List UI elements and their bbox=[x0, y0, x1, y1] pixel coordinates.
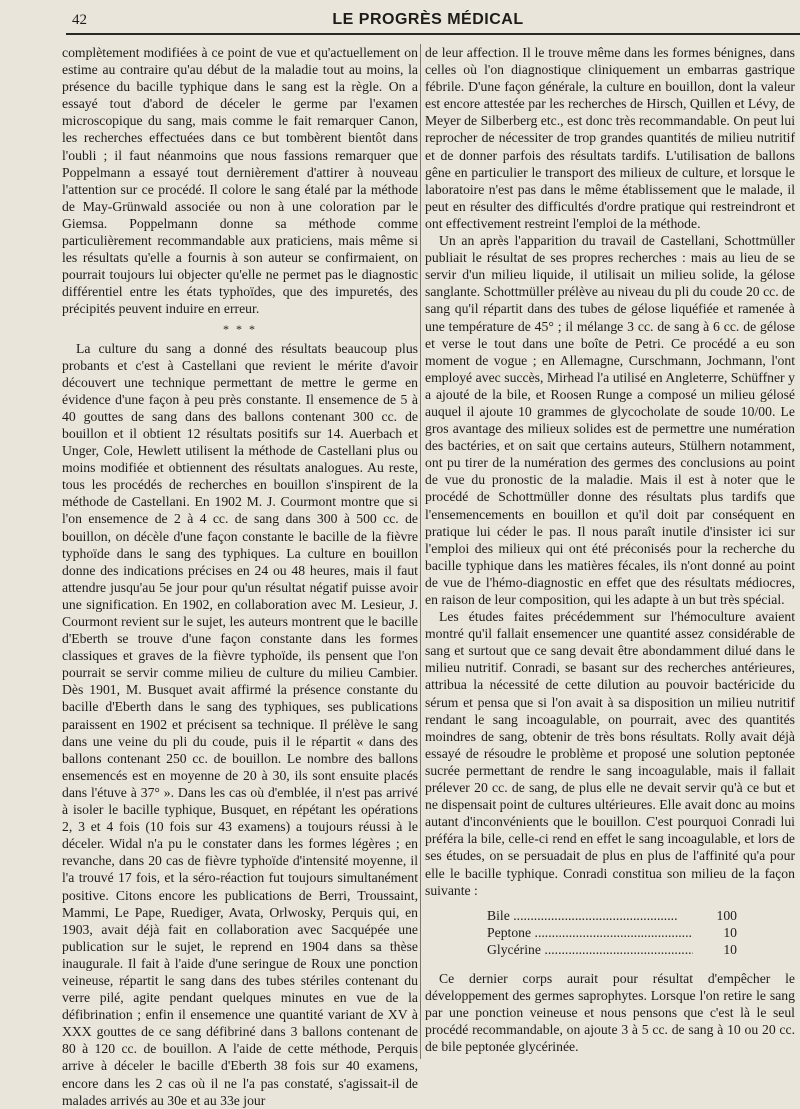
page-header bbox=[56, 8, 800, 34]
page-number: 42 bbox=[72, 12, 87, 28]
right-column bbox=[425, 44, 795, 1055]
recipe-ingredient: Bile ..... bbox=[487, 907, 693, 924]
paragraph: Un an après l'apparition du travail de Castellani, Schottmüller publiait le résultat de ses propres recherches : mais au lieu de se servir d'un milieu liquide, il utilisait un milieu solide, la gélose sanglante. Schottmüller prélève au niveau du pli du coude 20 cc. de sang qu'il répartit dans des tubes de gélose liquéfiée et ramenée à une température de 45° ; il mélange 3 cc. de sang à 6 cc. de gélose et verse le tout dans une boîte de Petri. Ce procédé a eu son moment de vogue ; en Allemagne, Curschmann, Jochmann, l'ont employé avec succès, Mirhead l'a utilisé en Angleterre, Schüffner y a ajouté de la bile, et Roosen Runge a composé un milieu gélosé auquel il ajoute 10 grammes de glycocholate de soude 10/00. Le gros avantage des milieux solides est de permettre une numération des bactéries, et on sait que certains auteurs, Stülhern notamment, ont pu tirer de la numération des germes des conclusions au point de vue du pronostic de la maladie. Mais il est à noter que le procédé de Schottmüller donne des résultats plus tardifs que l'ensemencements en bouillon et qu'il doit par conséquent en pratique lui céder le pas. Il nous paraît inutile d'insister ici sur l'emploi des milieux qui ont été préconisés pour la recherche du bacille typhique dans les matières fécales, ils n'ont donné au point de vue de l'hémo-diagnostic en effet que des résultats médiocres, en raison de leur composition, qui les adapte à un but très spécial. bbox=[425, 233, 795, 607]
recipe-row bbox=[487, 924, 737, 941]
recipe-ingredient: Glycérine ..... bbox=[487, 941, 693, 958]
section-separator: * * * bbox=[223, 321, 257, 336]
recipe-quantity: 100 bbox=[716, 907, 737, 923]
recipe-quantity: 10 bbox=[723, 924, 737, 940]
paragraph: de leur affection. Il le trouve même dans les formes bénignes, dans celles où l'on diagnostique cliniquement un embarras gastrique fébrile. D'une façon générale, la culture en bouillon, dont la valeur est encore attestée par les recherches de Hirsch, Quillen et Lévy, de Meyer de Silberberg etc., est donc très recommandable. On peut lui reprocher de nécessiter de trop grandes quantités de milieu nutritif et de donner parfois des résultats tardifs. L'utilisation de ballons gêne en particulier le transport des milieux de culture, et lorsque le laboratoire n'est pas dans le même établissement que le malade, il peut en résulter des difficultés d'ordre pratique qui restreindront et ont effectivement restreint l'emploi de la méthode. bbox=[425, 45, 795, 231]
recipe-table bbox=[425, 907, 795, 958]
recipe-ingredient: Peptone ..... bbox=[487, 924, 693, 941]
paragraph: Les études faites précédemment sur l'hémoculture avaient montré qu'il fallait ensemencer une quantité assez considérable de sang et surtout que ce sang devait être abondamment dilué dans le milieu nutritif. Conradi, se basant sur des recherches antérieures, attribua la nécessité de cette dilution au pouvoir bactéricide du sérum et pensa que si l'on avait à sa disposition un milieu nutritif rendant le sang incoagulable, on pourrait, avec des quantités moindres de sang, obtenir de très bons résultats. Rolly avait déjà essayé de résoudre le problème et proposé une solution peptonée sucrée permettant de rendre le sang incoagulable, mais il fallait prélever 20 cc. de sang, de plus elle ne devait servir qu'à ce but et ne dispensait point de cultures ultérieures. Elle avait donc au moins autant d'inconvénients que le bouillon. C'est pourquoi Conradi lui préféra la bile, celle-ci rend en effet le sang incoagulable, et lors de ses études, on se persuadait de plus en plus de l'affinité qu'a pour elle le bacille typhique. Conradi constitua son milieu de la façon suivante : bbox=[425, 609, 795, 898]
recipe-row bbox=[487, 941, 737, 958]
header-rule bbox=[66, 33, 800, 35]
paragraph: La culture du sang a donné des résultats beaucoup plus probants et c'est à Castellani que revient le mérite d'avoir découvert une technique permettant de mettre le germe en évidence d'une façon à peu près constante. Il ensemence de 5 à 40 gouttes de sang dans des ballons contenant 300 cc. de bouillon et il obtient 12 résultats positifs sur 14. Auerbach et Unger, Cole, Hewlett utilisent la méthode de Castellani plus ou moins modifiée et obtiennent des résultats analogues. Au reste, tous les procédés de recherches en bouillon s'inspirent de la méthode de Castellani. En 1902 M. J. Courmont montre que si l'on ensemence de 2 à 4 cc. de sang dans 300 à 500 cc. de bouillon, on décèle d'une façon constante le bacille de la fièvre typhoïde dans le sang des typhiques. La culture en bouillon donne des indications précises en 24 ou 48 heures, mais il faut attendre jusqu'au 5e jour pour qu'un résultat négatif puisse avoir une signification. En 1902, en collaboration avec M. Lesieur, J. Courmont revient sur le sujet, les auteurs montrent que le bacille d'Eberth se trouve d'une façon constante dans les formes classiques et graves de la fièvre typhoïde, ils pensent que l'on pourrait se servir comme milieu de culture du milieu Cambier. Dès 1901, M. Busquet avait affirmé la présence constante du bacille d'Eberth dans le sang des typhiques, ses publications paraissent en 1902 et précisent sa technique. Il prélève le sang dans une veine du pli du coude, puis il le répartit « dans des ballons contenant 250 cc. de bouillon. Le nombre des ballons ensemencés est en moyenne de 20 à 30, ils sont ensuite placés dans l'étuve à 37° ». Dans les cas où d'emblée, il n'est pas arrivé à isoler le bacille typhique, Busquet, en répétant les opérations 2, 3 et 4 fois (10 fois sur 43 examens) a toujours réussi à le déceler. Widal n'a pu le constater dans les formes légères ; en revanche, dans 20 cas de fièvre typhoïde d'intensité moyenne, il l'a trouvé 17 fois, et la séro-réaction fut toujours simultanément positive. Citons encore les publications de Berri, Troussaint, Mammi, Le Pape, Ruediger, Avata, Orlwosky, Perquis qui, en 1903, avait déjà fait en collaboration avec Sacquépée une publication sur le sujet, le reprend en 1904 dans sa thèse inaugurale. Il fait à l'aide d'une seringue de Roux une ponction veineuse, répartit le sang dans des tubes stériles contenant du verre pilé, agite pendant quelques minutes en vue de la défibrination ; enfin il ensemence une quantité variant de XV à XXX gouttes de ce sang défibriné dans 3 ballons contenant de 80 à 120 cc. de bouillon. A l'aide de cette méthode, Perquis arrive à déceler le bacille d'Eberth 38 fois sur 40 examens, encore dans les 2 cas où il ne l'a pas constaté, s'agissait-il de malades arrivés au 30e et au 33e jour bbox=[62, 340, 418, 1108]
journal-title: LE PROGRÈS MÉDICAL bbox=[332, 11, 524, 28]
recipe-quantity: 10 bbox=[723, 941, 737, 957]
column-divider bbox=[420, 44, 421, 1059]
paragraph: Ce dernier corps aurait pour résultat d'empêcher le développement des germes saprophytes. Lorsque l'on retire le sang par une ponction veineuse et nous pensons que c'est là le seul procédé recommandable, on ajoute 3 à 5 cc. de sang à 10 ou 20 cc. de bile peptonée glycérinée. bbox=[425, 970, 795, 1055]
paragraph: complètement modifiées à ce point de vue et qu'actuellement on estime au contraire qu'au début de la maladie tout au moins, la présence du bacille typhique dans le sang est la règle. On a essayé tout d'abord de déceler le germe par l'examen microscopique du sang, mais comme le fait remarquer Canon, les recherches effectuées dans ce but tombèrent bientôt dans l'oubli ; il faut néanmoins que nous fassions remarquer que Poppelmann a essayé tout dernièrement d'attirer à nouveau l'attention sur ce procédé. Il colore le sang étalé par la méthode de May-Grünwald associée ou non à une coloration par le Giemsa. Poppelmann donne sa méthode comme particulièrement recommandable aux praticiens, mais même si les résultats qu'elle a fournis à son auteur se confirmaient, on pourrait toujours lui objecter qu'elle ne permet pas le diagnostic différentiel entre les états typhoïdes, que des impuretés, des précipités peuvent induire en erreur. bbox=[62, 45, 418, 317]
left-column bbox=[62, 44, 418, 1109]
recipe-row bbox=[487, 907, 737, 924]
